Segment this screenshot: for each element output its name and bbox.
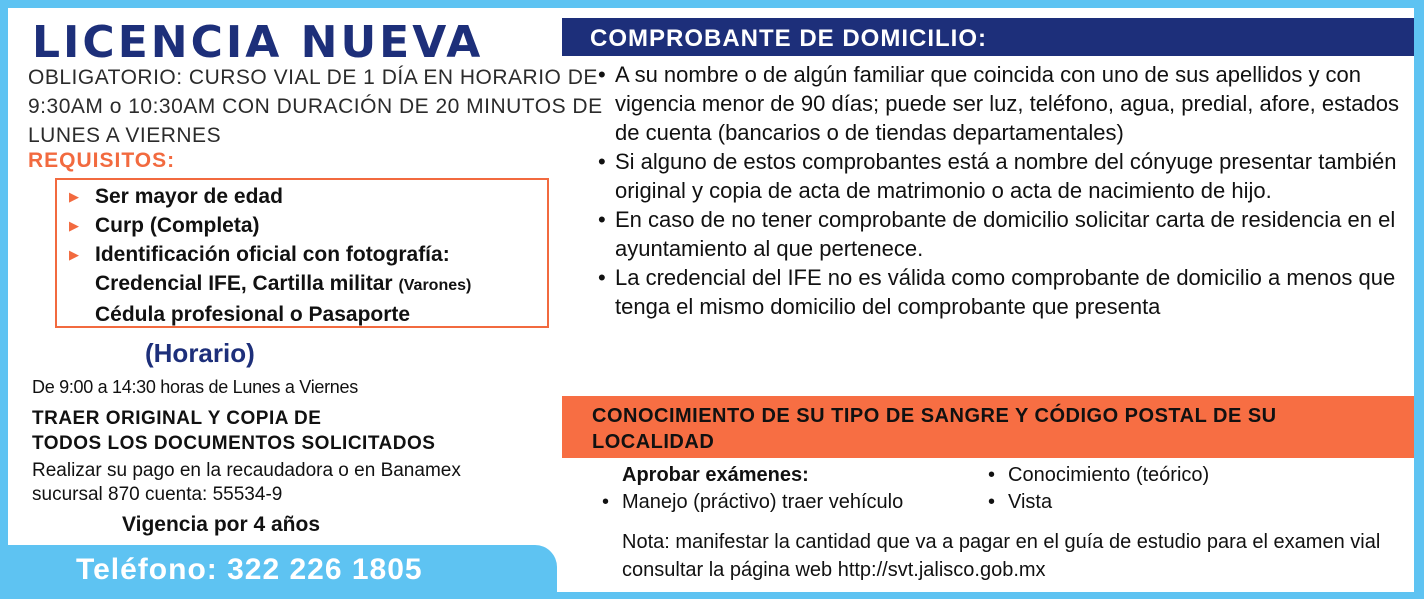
list-item bbox=[598, 60, 1408, 147]
mandatory-course-note: OBLIGATORIO: CURSO VIAL DE 1 DÍA EN HORARIO DE 9:30AM o 10:30AM CON DURACIÓN DE 20 MINUTOS DE LUNES A VIERNES bbox=[28, 66, 603, 147]
requirement-text: Curp (Completa) bbox=[95, 214, 260, 237]
bring-documents-note bbox=[32, 406, 435, 456]
bullet-icon: • bbox=[602, 491, 610, 513]
bullet-icon: • bbox=[598, 207, 606, 232]
list-item-text: A su nombre o de algún familiar que coincida con uno de sus apellidos y con vigencia menor de 90 días; puede ser luz, teléfono, agua, predial, afore, estados de cuenta (bancarios o de tiendas departamentales) bbox=[615, 62, 1399, 145]
bring-documents-line: TODOS LOS DOCUMENTOS SOLICITADOS bbox=[32, 433, 436, 454]
exams-left-column bbox=[598, 462, 978, 516]
requirement-text: Identificación oficial con fotografía: bbox=[95, 243, 450, 266]
bullet-icon: • bbox=[598, 265, 606, 290]
proof-of-address-title: COMPROBANTE DE DOMICILIO: bbox=[590, 25, 987, 52]
schedule-text: De 9:00 a 14:30 horas de Lunes a Viernes bbox=[32, 377, 358, 397]
exams-right-column bbox=[984, 462, 1384, 516]
exam-item bbox=[984, 489, 1384, 516]
bullet-icon: • bbox=[988, 464, 996, 486]
blood-type-title: CONOCIMIENTO DE SU TIPO DE SANGRE Y CÓDIGO POSTAL DE SU LOCALIDAD bbox=[592, 405, 1277, 453]
requirements-list bbox=[57, 180, 547, 329]
validity-text: Vigencia por 4 años bbox=[122, 513, 321, 536]
list-item-text: La credencial del IFE no es válida como comprobante de domicilio a menos que tenga el mismo domicilio del comprobante que presenta bbox=[615, 265, 1396, 319]
exam-item-text: Vista bbox=[1008, 491, 1053, 513]
bullet-icon: • bbox=[598, 149, 606, 174]
exam-item-text: Conocimiento (teórico) bbox=[1008, 464, 1210, 486]
bring-documents-line: TRAER ORIGINAL Y COPIA DE bbox=[32, 408, 322, 429]
list-item bbox=[598, 263, 1408, 321]
study-guide-note: Nota: manifestar la cantidad que va a pagar en el guía de estudio para el examen vial consultar la página web http://svt.jalisco.gob.mx bbox=[622, 531, 1381, 581]
requirements-box bbox=[55, 178, 549, 328]
exam-item-text: Manejo (práctivo) traer vehículo bbox=[622, 491, 904, 513]
payment-line: Realizar su pago en la recaudadora o en Banamex bbox=[32, 460, 461, 481]
exam-item bbox=[984, 462, 1384, 489]
requirement-id-options bbox=[95, 269, 547, 300]
phone-banner bbox=[8, 545, 557, 592]
phone-number: Teléfono: 322 226 1805 bbox=[76, 553, 423, 586]
page-title: LICENCIA NUEVA bbox=[32, 17, 484, 68]
schedule-title: (Horario) bbox=[145, 338, 255, 368]
requirements-title: REQUISITOS: bbox=[28, 149, 176, 172]
bullet-icon: • bbox=[598, 62, 606, 87]
triangle-bullet-icon: ▶ bbox=[69, 218, 79, 233]
triangle-bullet-icon: ▶ bbox=[69, 247, 79, 262]
list-item bbox=[598, 205, 1408, 263]
exam-item bbox=[598, 489, 978, 516]
license-flyer bbox=[8, 8, 1414, 592]
requirement-item bbox=[57, 240, 547, 329]
requirement-item bbox=[57, 182, 547, 211]
exams-heading: Aprobar exámenes: bbox=[622, 464, 809, 486]
proof-of-address-list bbox=[598, 60, 1408, 321]
payment-line: sucursal 870 cuenta: 55534-9 bbox=[32, 484, 283, 505]
proof-of-address-header bbox=[562, 18, 1414, 56]
requirement-item bbox=[57, 211, 547, 240]
requirement-id-options-more: Cédula profesional o Pasaporte bbox=[95, 303, 411, 326]
requirement-text: Ser mayor de edad bbox=[95, 185, 283, 208]
blood-type-header bbox=[562, 396, 1414, 458]
payment-note bbox=[32, 459, 532, 507]
list-item-text: En caso de no tener comprobante de domicilio solicitar carta de residencia en el ayuntamiento al que pertenece. bbox=[615, 207, 1396, 261]
requirement-id-options-note: (Varones) bbox=[398, 277, 472, 294]
triangle-bullet-icon: ▶ bbox=[69, 189, 79, 204]
list-item-text: Si alguno de estos comprobantes está a nombre del cónyuge presentar también original y copia de acta de matrimonio o acta de nacimiento de hijo. bbox=[615, 149, 1397, 203]
list-item bbox=[598, 147, 1408, 205]
bullet-icon: • bbox=[988, 491, 996, 513]
requirement-id-options-text: Credencial IFE, Cartilla militar bbox=[95, 272, 399, 295]
